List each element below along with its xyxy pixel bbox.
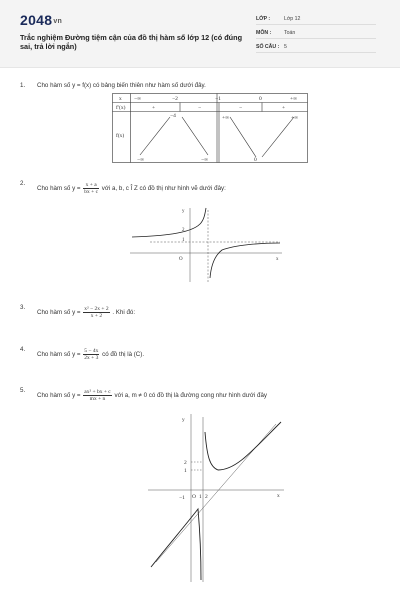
tick-1: 1: [182, 238, 185, 243]
x-val-2: −2: [172, 96, 178, 102]
page-header: [0, 0, 400, 68]
fval-6: +∞: [291, 115, 299, 121]
fval-3: −∞: [201, 157, 209, 163]
sign-4: +: [282, 105, 286, 111]
origin-label: O: [179, 257, 183, 262]
row-label-f: f(x): [116, 133, 125, 139]
page-title: Trắc nghiệm Đường tiệm cận của đồ thị hàm số lớp 12 (có đúng sai, trả lời ngắn): [20, 33, 243, 51]
x-val-1: −∞: [134, 96, 142, 102]
question-2: 2. Cho hàm số y = $\frac{x + a}{bx + c}$ với a, b, c Î Z có đồ thị như hình vẽ dưới đây:: [20, 180, 226, 195]
axis-label-x: x: [276, 257, 279, 262]
tick-2: 2: [184, 460, 187, 466]
x-val-4: 0: [259, 96, 262, 102]
tick-1: 1: [184, 468, 187, 474]
tick-neg-1: −1: [179, 495, 185, 501]
fval-2: −4: [170, 113, 176, 119]
origin-label: O: [192, 494, 196, 500]
tick-2: 2: [182, 228, 185, 233]
question-1: 1. Cho hàm số y = f(x) có bảng biến thiên như hàm số dưới đây.: [20, 82, 206, 89]
graph-question-2: [130, 204, 282, 282]
fval-1: −∞: [137, 157, 145, 163]
question-5: 5. Cho hàm số y = $\frac{\text{ax² + bx + c}}{mx + n}$ với a, m ≠ 0 có đồ thị là đường cong như hình dưới đây: [20, 387, 267, 402]
quiz-meta: [256, 16, 376, 58]
variation-table: [112, 93, 308, 163]
x-val-5: +∞: [290, 96, 298, 102]
meta-subject: MÔN : Toán: [256, 30, 376, 39]
sign-1: +: [152, 105, 156, 111]
site-logo[interactable]: 2048vn: [20, 12, 63, 28]
question-4: 4. Cho hàm số y = $\frac{5 - 4x}{2x + 3}$ có đồ thị là (C).: [20, 346, 145, 361]
question-3: 3. Cho hàm số y = $\frac{\text{x² − 2x + 2}}{x + 2}$ . Khi đó:: [20, 304, 136, 319]
axis-label-y: y: [182, 209, 185, 214]
sign-3: −: [239, 105, 243, 111]
graph-question-5: [146, 412, 286, 582]
x-tick-2: 2: [205, 494, 208, 500]
meta-question-count: SỐ CÂU : 5: [256, 44, 376, 53]
fval-4: +∞: [222, 115, 230, 121]
row-label-x: x: [119, 96, 122, 102]
axis-label-y: y: [182, 417, 185, 423]
fval-5: 0: [254, 157, 257, 163]
meta-class: LỚP : Lớp 12: [256, 16, 376, 25]
sign-2: −: [198, 105, 202, 111]
axis-label-x: x: [277, 493, 280, 499]
x-val-3: −1: [215, 96, 221, 102]
row-label-fprime: f′(x): [116, 105, 126, 111]
x-tick-1: 1: [199, 494, 202, 500]
